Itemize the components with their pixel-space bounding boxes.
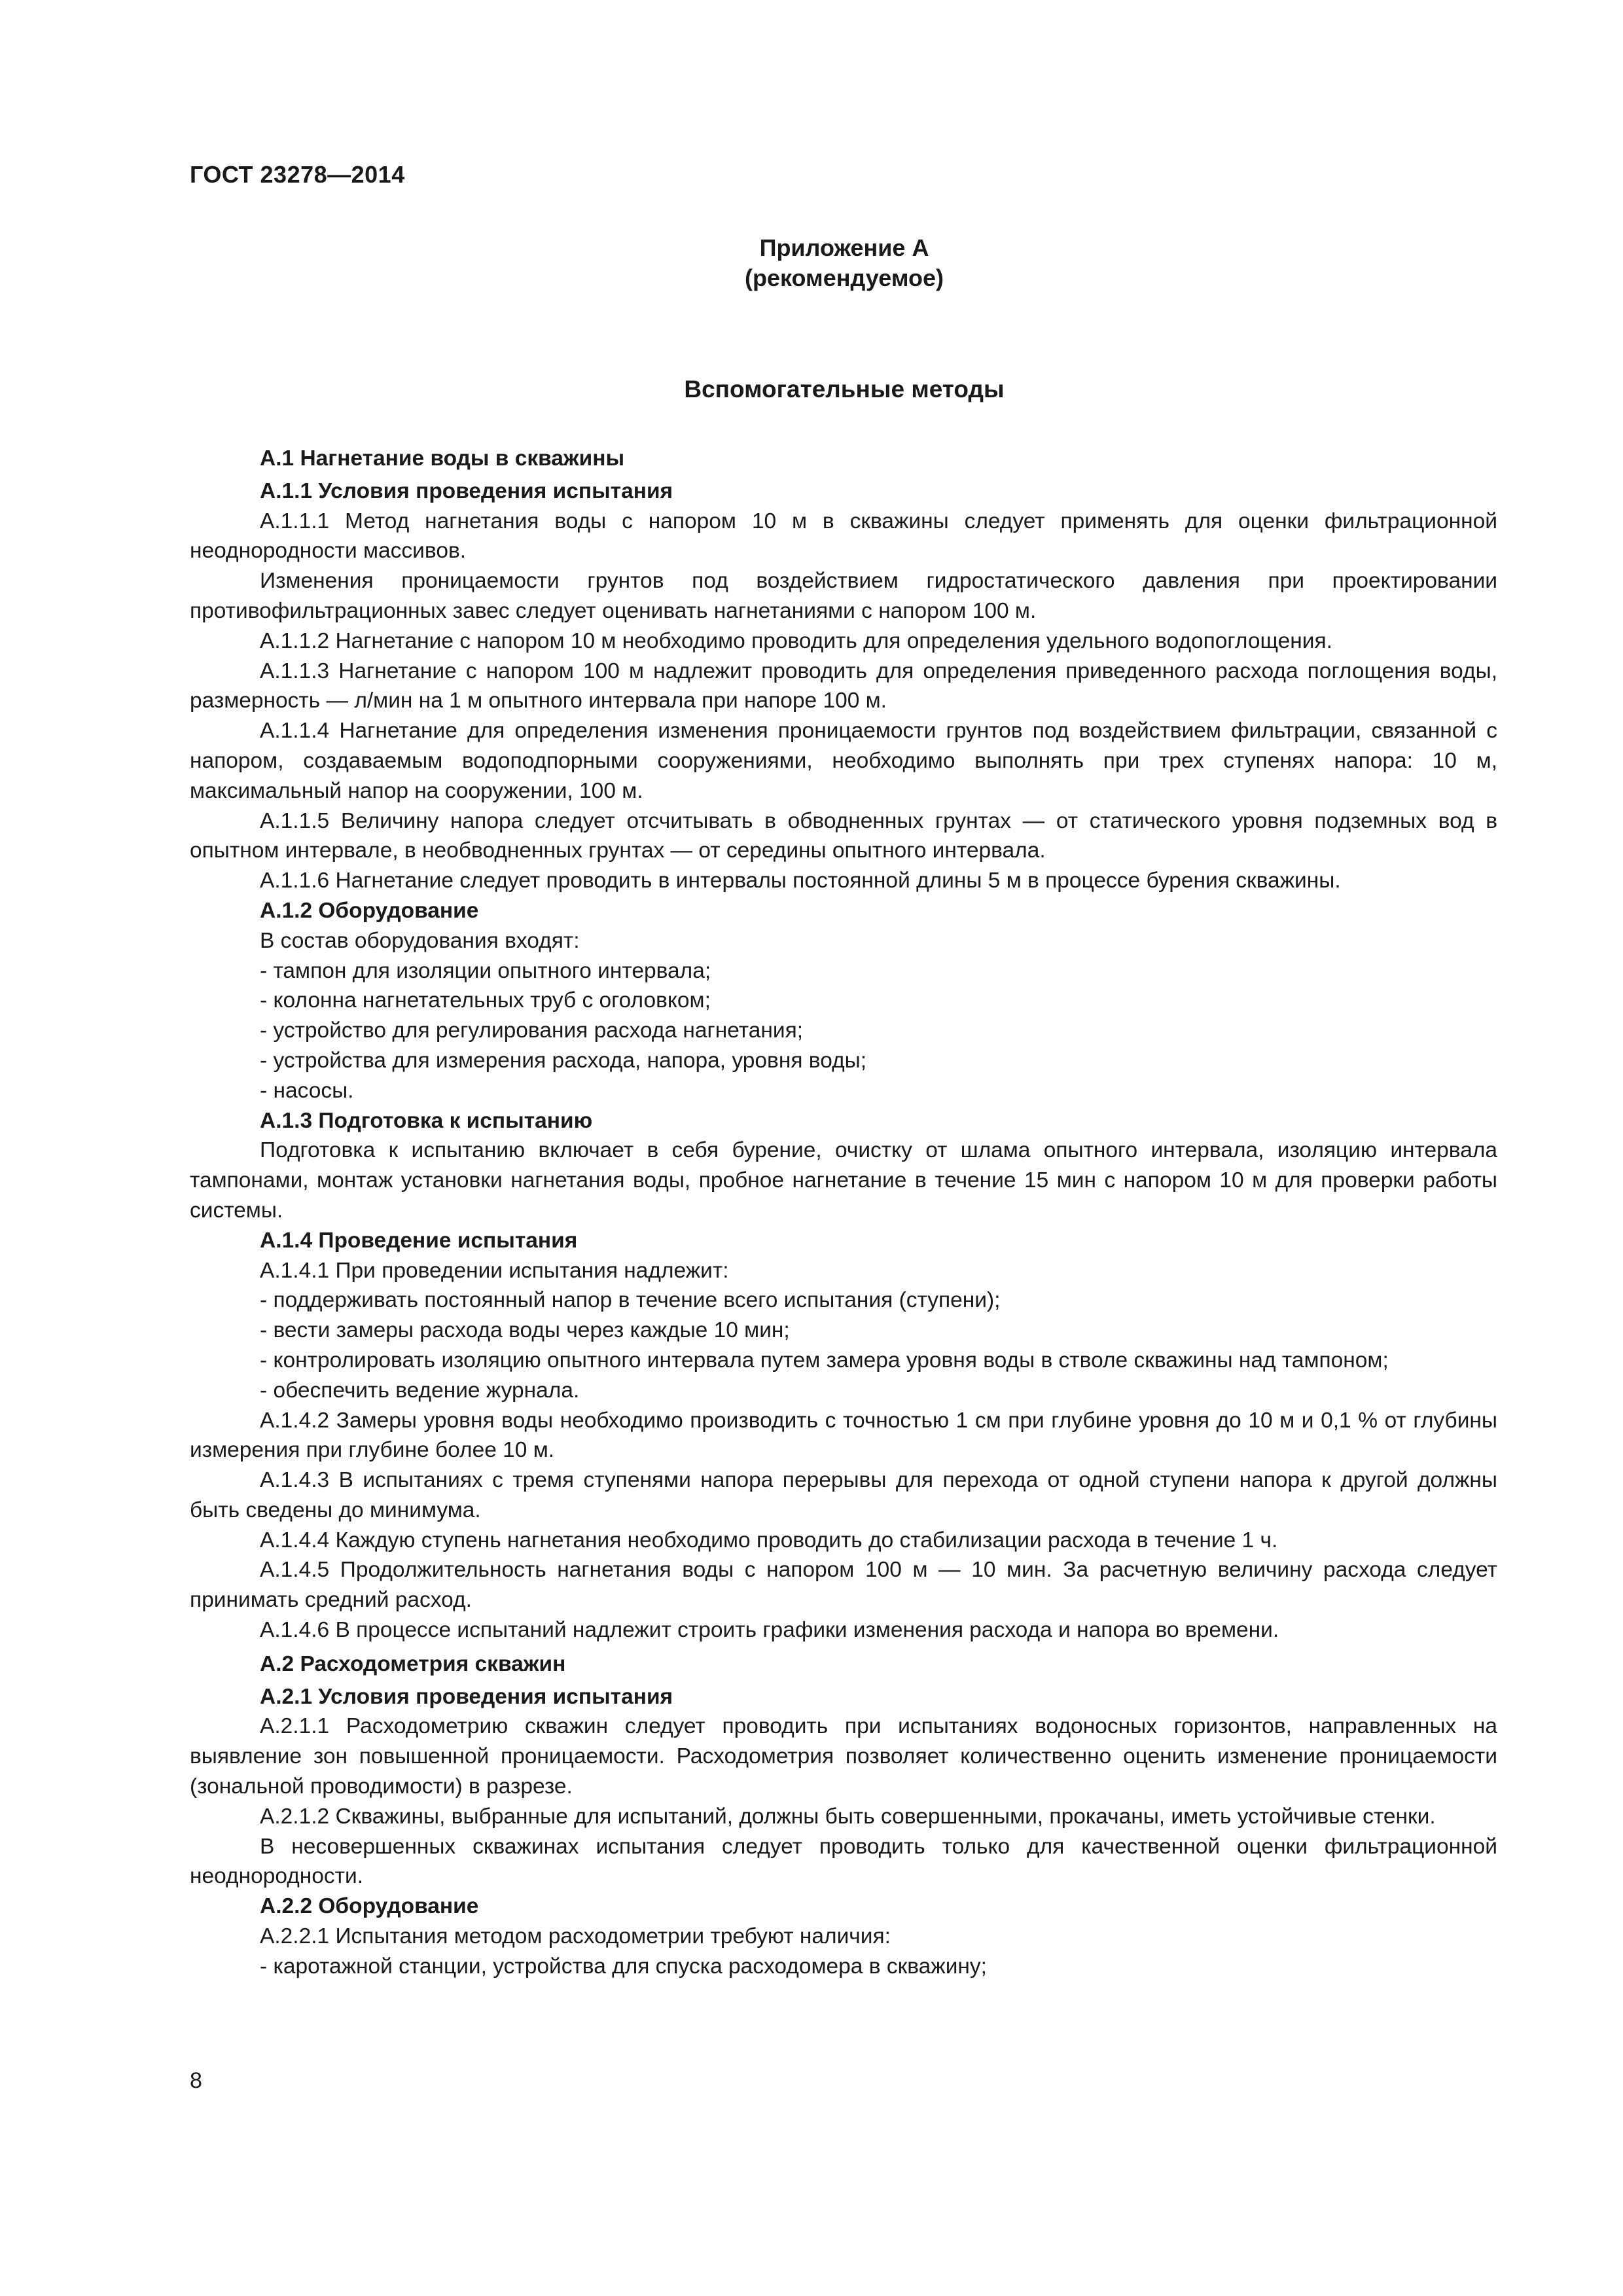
list-item: - поддерживать постоянный напор в течение всего испытания (ступени); — [260, 1288, 1001, 1313]
paragraph-a2-1-1: А.2.1.1 Расходометрию скважин следует проводить при испытаниях водоносных горизонтов, направленных на выявление зон повышенной проницаемости. Расходометрия позволяет количественно оценить изменение проницаемости (зональной проводимости) в разрезе. — [190, 1714, 1497, 1799]
list-item: - контролировать изоляцию опытного интервала путем замера уровня воды в стволе скважины над тампоном; — [260, 1348, 1389, 1372]
heading-a1-3: А.1.3 Подготовка к испытанию — [260, 1108, 593, 1133]
appendix-status: (рекомендуемое) — [745, 264, 944, 291]
paragraph-equipment-intro: В состав оборудования входят: — [260, 928, 580, 953]
list-item: - тампон для изоляции опытного интервала; — [260, 958, 711, 983]
paragraph-a2-1-2: А.2.1.2 Скважины, выбранные для испытаний, должны быть совершенными, прокачаны, иметь устойчивые стенки. — [260, 1804, 1436, 1829]
paragraph-a1-1-4: А.1.1.4 Нагнетание для определения изменения проницаемости грунтов под воздействием фильтрации, связанной с напором, создаваемым водоподпорными сооружениями, необходимо выполнять при трех ступенях напора: 10 м, максимальный напор на сооружении, 100 м. — [190, 719, 1497, 803]
heading-a1-4: А.1.4 Проведение испытания — [260, 1228, 578, 1253]
paragraph-a1-4-2: А.1.4.2 Замеры уровня воды необходимо производить с точностью 1 см при глубине уровня до 10 м и 0,1 % от глубины измерения при глубине более 10 м. — [190, 1408, 1497, 1463]
paragraph-a1-4-6: А.1.4.6 В процессе испытаний надлежит строить графики изменения расхода и напора во времени. — [260, 1618, 1279, 1643]
appendix-heading — [0, 233, 1623, 293]
document-body — [190, 440, 1497, 1982]
paragraph-a1-1-2: А.1.1.2 Нагнетание с напором 10 м необходимо проводить для определения удельного водопоглощения. — [260, 628, 1332, 653]
list-item: - каротажной станции, устройства для спуска расходомера в скважину; — [260, 1954, 987, 1979]
paragraph-a1-1-6: А.1.1.6 Нагнетание следует проводить в интервалы постоянной длины 5 м в процессе бурения скважины. — [260, 869, 1341, 893]
paragraph-a1-4-3: А.1.4.3 В испытаниях с тремя ступенями напора перерывы для перехода от одной ступени напора к другой должны быть сведены до минимума. — [190, 1468, 1497, 1522]
list-item: - насосы. — [260, 1078, 354, 1103]
paragraph-incomplete-wells: В несовершенных скважинах испытания следует проводить только для качественной оценки фильтрационной неоднородности. — [190, 1834, 1497, 1889]
paragraph-a1-4-5: А.1.4.5 Продолжительность нагнетания воды с напором 100 м — 10 мин. За расчетную величину расхода следует принимать средний расход. — [190, 1558, 1497, 1613]
list-item: - устройство для регулирования расхода нагнетания; — [260, 1018, 804, 1043]
list-item: - вести замеры расхода воды через каждые 10 мин; — [260, 1318, 790, 1343]
heading-a2-2: А.2.2 Оборудование — [260, 1894, 479, 1919]
appendix-title: Приложение А — [759, 234, 929, 261]
heading-a1: А.1 Нагнетание воды в скважины — [260, 446, 625, 471]
heading-a1-2: А.1.2 Оборудование — [260, 898, 479, 923]
heading-a2: А.2 Расходометрия скважин — [260, 1651, 566, 1676]
paragraph-a1-4-1: А.1.4.1 При проведении испытания надлежит: — [260, 1258, 729, 1283]
paragraph-permeability-changes: Изменения проницаемости грунтов под воздействием гидростатического давления при проектировании противофильтрационных завес следует оценивать нагнетаниями с напором 100 м. — [190, 569, 1497, 623]
heading-a1-1: А.1.1 Условия проведения испытания — [260, 478, 673, 503]
document-code: ГОСТ 23278—2014 — [190, 161, 405, 188]
list-item: - обеспечить ведение журнала. — [260, 1378, 580, 1403]
paragraph-a1-1-1: А.1.1.1 Метод нагнетания воды с напором 10 м в скважины следует применять для оценки фильтрационной неоднородности массивов. — [190, 509, 1497, 564]
section-title: Вспомогательные методы — [684, 376, 1005, 403]
paragraph-a1-1-5: А.1.1.5 Величину напора следует отсчитывать в обводненных грунтах — от статического уровня подземных вод в опытном интервале, в необводненных грунтах — от середины опытного интервала. — [190, 808, 1497, 863]
paragraph-a1-1-3: А.1.1.3 Нагнетание с напором 100 м надлежит проводить для определения приведенного расхода поглощения воды, размерность — л/мин на 1 м опытного интервала при напоре 100 м. — [190, 658, 1497, 713]
list-item: - устройства для измерения расхода, напора, уровня воды; — [260, 1048, 867, 1073]
page-number: 8 — [190, 2068, 202, 2093]
paragraph-a1-3: Подготовка к испытанию включает в себя бурение, очистку от шлама опытного интервала, изоляцию интервала тампонами, монтаж установки нагнетания воды, пробное нагнетание в течение 15 мин с напором 10 м для проверки работы системы. — [190, 1138, 1497, 1223]
heading-a2-1: А.2.1 Условия проведения испытания — [260, 1684, 673, 1709]
list-item: - колонна нагнетательных труб с оголовком; — [260, 988, 711, 1013]
paragraph-a2-2-1: А.2.2.1 Испытания методом расходометрии требуют наличия: — [260, 1924, 891, 1949]
paragraph-a1-4-4: А.1.4.4 Каждую ступень нагнетания необходимо проводить до стабилизации расхода в течение 1 ч. — [260, 1528, 1278, 1552]
